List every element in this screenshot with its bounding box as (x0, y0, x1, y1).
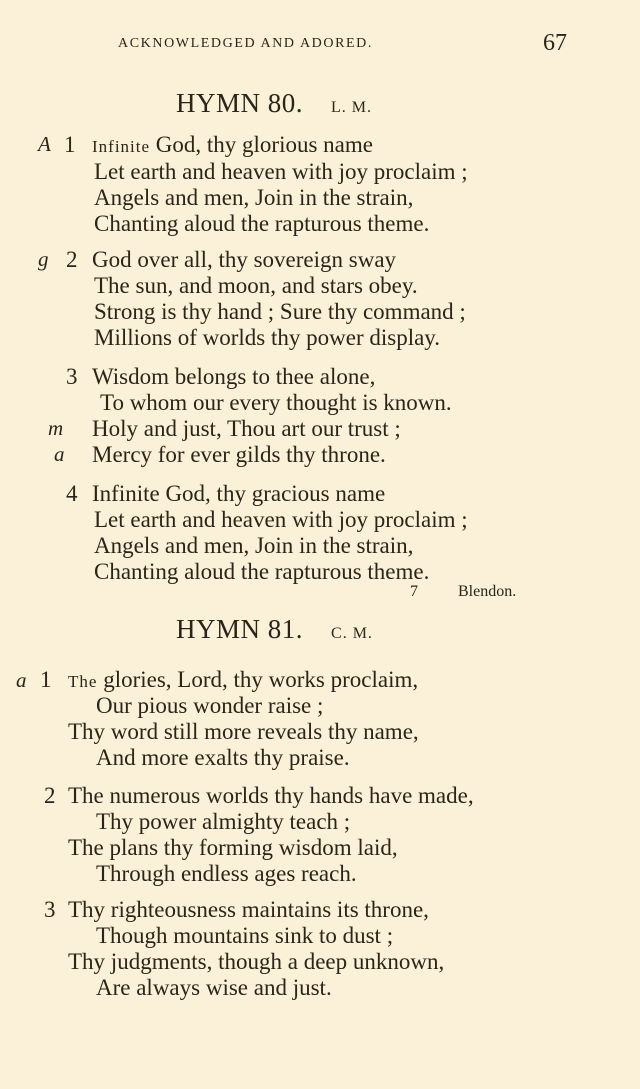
hymn-line: Angels and men, Join in the strain, (94, 533, 414, 558)
stanza-number: 3 (44, 897, 56, 922)
dynamic-mark: m (48, 416, 64, 440)
hymn-line: Our pious wonder raise ; (96, 693, 324, 718)
hymn-80-title (176, 88, 372, 119)
stanza-number: 1 (64, 132, 76, 157)
hymn-line: Thy word still more reveals thy name, (68, 719, 419, 744)
tune-name: Blendon. (458, 583, 517, 600)
hymn-81-title (176, 614, 373, 645)
hymn-line (68, 668, 418, 691)
small-caps-word: The (68, 672, 98, 691)
dynamic-mark: a (16, 668, 27, 692)
hymn-line: The plans thy forming wisdom laid, (68, 835, 398, 860)
hymn-line: Let earth and heaven with joy proclaim ; (94, 159, 468, 184)
hymn-line: Thy righteousness maintains its throne, (68, 897, 429, 922)
hymn-line: Infinite God, thy gracious name (92, 481, 386, 506)
hymn-line: Are always wise and just. (96, 975, 332, 1000)
hymn-line: And more exalts thy praise. (96, 745, 350, 770)
stanza-number: 2 (44, 783, 56, 808)
line-rest: glories, Lord, thy works proclaim, (97, 667, 419, 692)
dynamic-mark: g (38, 247, 49, 271)
hymn-line: Chanting aloud the rapturous theme. (94, 559, 430, 584)
hymn-line: Thy power almighty teach ; (96, 809, 351, 834)
stanza-number: 2 (66, 247, 78, 272)
hymn-81-meter: C. M. (331, 625, 373, 642)
dynamic-mark: a (54, 442, 65, 466)
hymn-80-heading: HYMN 80. (176, 88, 304, 118)
hymn-line (92, 133, 373, 156)
stanza-number: 4 (66, 481, 78, 506)
dynamic-mark: A (38, 132, 51, 156)
hymn-line: Angels and men, Join in the strain, (94, 185, 414, 210)
small-caps-word: Infinite (92, 137, 151, 156)
hymn-line: Through endless ages reach. (96, 861, 357, 886)
tune-number: 7 (410, 583, 418, 600)
hymn-line: The numerous worlds thy hands have made, (68, 783, 474, 808)
hymn-line: To whom our every thought is known. (100, 390, 452, 415)
stanza-number: 1 (40, 667, 52, 692)
hymn-line: The sun, and moon, and stars obey. (94, 273, 418, 298)
hymn-line: God over all, thy sovereign sway (92, 247, 397, 272)
stanza-number: 3 (66, 364, 78, 389)
running-head: ACKNOWLEDGED AND ADORED. (118, 36, 373, 51)
hymn-line: Let earth and heaven with joy proclaim ; (94, 507, 468, 532)
hymn-81-heading: HYMN 81. (176, 614, 304, 644)
hymn-line: Thy judgments, though a deep unknown, (68, 949, 445, 974)
hymn-80-meter: L. M. (331, 99, 373, 116)
hymn-line: Strong is thy hand ; Sure thy command ; (94, 299, 466, 324)
line-rest: God, thy glorious name (150, 132, 373, 157)
page-number: 67 (543, 30, 567, 56)
hymn-line: Wisdom belongs to thee alone, (92, 364, 376, 389)
hymn-line: Chanting aloud the rapturous theme. (94, 211, 430, 236)
hymn-line: Though mountains sink to dust ; (96, 923, 394, 948)
hymn-line: Mercy for ever gilds thy throne. (92, 442, 386, 467)
hymn-line: Holy and just, Thou art our trust ; (92, 416, 401, 441)
hymn-line: Millions of worlds thy power display. (94, 325, 441, 350)
